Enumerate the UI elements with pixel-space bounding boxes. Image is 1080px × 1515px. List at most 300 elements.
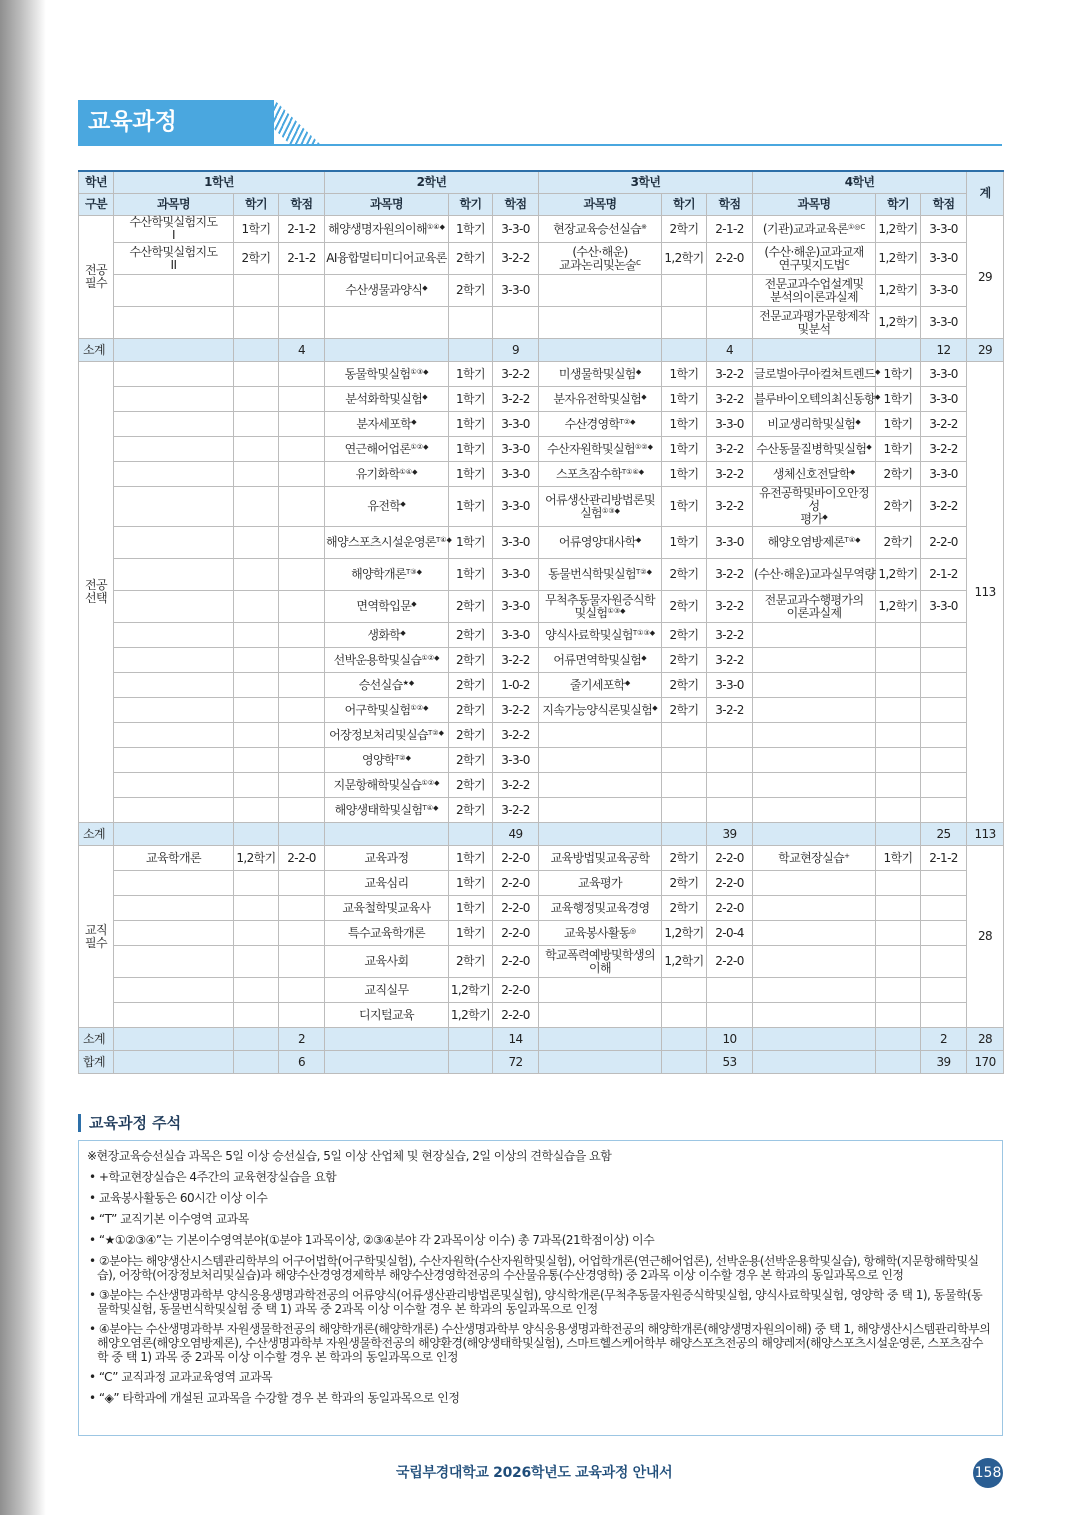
table-row bbox=[79, 896, 1004, 921]
course-credit: 3-3-0 bbox=[707, 527, 753, 559]
course-credit: 3-3-0 bbox=[493, 216, 539, 243]
note-item: • ④분야는 수산생명과학부 자원생물학전공의 해양학개론(해양학개론) 수산생명과학부 양식응용생명과학전공의 해양학개론(해양생명자원의이해) 중 택 1, 해양생산시스템관리학부의 해양오염론(해양오염방제론), 수산생명과학부 자원생물학전공의 해양환경(해양생태학및실험), 스마트헬스케어학부 해양스포츠전공의 해양레저(해양스포츠시설운영론, 스포츠잠수학 중 택 1) 과목 중 2과목 이상 이수할 경우 본 학과의 동일과목으로 인정 bbox=[89, 1322, 991, 1364]
category-total: 28 bbox=[967, 846, 1004, 1028]
course-term: 1학기 bbox=[234, 216, 279, 243]
subtotal-value: 4 bbox=[279, 339, 325, 362]
course-name: 양식사료학및실험$^{T①③◆}$ bbox=[539, 623, 662, 648]
course-mark: C bbox=[844, 258, 850, 267]
course-mark: + bbox=[844, 851, 850, 860]
note-item: • “C” 교직과정 교과교육영역 교과목 bbox=[89, 1370, 273, 1384]
course-name: 교직실무 bbox=[325, 978, 449, 1003]
column-header: 학기 bbox=[876, 194, 921, 216]
course-credit bbox=[279, 871, 325, 896]
course-term: 1,2학기 bbox=[234, 846, 279, 871]
course-term: 2학기 bbox=[449, 623, 493, 648]
course-name: 분석화학및실험◆ bbox=[325, 387, 449, 412]
note-item: • “◈” 타학과에 개설된 교과목을 수강할 경우 본 학과의 동일과목으로 인정 bbox=[89, 1391, 460, 1405]
course-term: 2학기 bbox=[449, 591, 493, 623]
course-term: 1학기 bbox=[662, 527, 707, 559]
course-name bbox=[114, 798, 234, 823]
course-credit: 2-2-0 bbox=[707, 871, 753, 896]
course-credit bbox=[279, 798, 325, 823]
course-credit bbox=[707, 723, 753, 748]
subtotal-row bbox=[79, 823, 1004, 846]
subtotal-label: 소계 bbox=[79, 339, 114, 362]
course-mark: ①④◆ bbox=[399, 467, 418, 476]
sub-empty bbox=[325, 823, 449, 846]
course-credit: 2-2-0 bbox=[707, 243, 753, 275]
course-mark: ①③◆ bbox=[602, 506, 620, 515]
course-credit: 2-1-2 bbox=[921, 846, 967, 871]
category-label: 교직 필수 bbox=[79, 846, 114, 1028]
course-name: (기관)교과교육론$^{①◎C}$ bbox=[753, 216, 876, 243]
course-name: 어류생산관리방법론및 실험①③◆ bbox=[539, 487, 662, 527]
course-name: 교육평가 bbox=[539, 871, 662, 896]
course-credit bbox=[279, 362, 325, 387]
table-row bbox=[79, 527, 1004, 559]
course-name: 교육과정 bbox=[325, 846, 449, 871]
course-credit bbox=[921, 748, 967, 773]
course-name bbox=[114, 698, 234, 723]
course-name bbox=[753, 648, 876, 673]
course-credit bbox=[921, 946, 967, 978]
course-mark: T②◆ bbox=[428, 728, 444, 737]
course-credit: 3-2-2 bbox=[707, 559, 753, 591]
column-header: 과목명 bbox=[114, 194, 234, 216]
course-credit: 2-1-2 bbox=[921, 559, 967, 591]
course-credit bbox=[279, 307, 325, 339]
year-4-header: 4학년 bbox=[753, 171, 967, 194]
course-name: 영양학$^{T②◆}$ bbox=[325, 748, 449, 773]
sub-empty bbox=[114, 339, 234, 362]
course-term: 1학기 bbox=[876, 846, 921, 871]
course-mark: ◆ bbox=[866, 442, 872, 451]
course-term bbox=[234, 591, 279, 623]
subtotal-value: 25 bbox=[921, 823, 967, 846]
course-name bbox=[753, 748, 876, 773]
course-term: 1,2학기 bbox=[662, 946, 707, 978]
course-term: 1학기 bbox=[662, 362, 707, 387]
course-mark: ◆ bbox=[400, 500, 406, 508]
course-credit bbox=[279, 1003, 325, 1028]
course-mark: ◆ bbox=[422, 284, 428, 292]
course-name: 동물번식학및실험$^{T②◆}$ bbox=[539, 559, 662, 591]
course-term bbox=[234, 921, 279, 946]
table-row bbox=[79, 978, 1004, 1003]
subtotal-value: 72 bbox=[493, 1051, 539, 1074]
course-term: 2학기 bbox=[449, 946, 493, 978]
course-name: 해양학개론$^{T③◆}$ bbox=[325, 559, 449, 591]
course-term bbox=[876, 1003, 921, 1028]
course-name bbox=[114, 673, 234, 698]
course-term: 1,2학기 bbox=[449, 978, 493, 1003]
course-credit bbox=[921, 723, 967, 748]
course-term bbox=[234, 1003, 279, 1028]
course-term: 2학기 bbox=[662, 871, 707, 896]
course-term bbox=[876, 698, 921, 723]
subtotal-value: 14 bbox=[493, 1028, 539, 1051]
year-1-header: 1학년 bbox=[114, 171, 325, 194]
course-mark: C bbox=[636, 258, 641, 267]
course-term bbox=[876, 623, 921, 648]
course-mark: T①③◆ bbox=[632, 628, 656, 637]
course-name: 생화학◆ bbox=[325, 623, 449, 648]
course-term: 2학기 bbox=[449, 773, 493, 798]
course-credit: 3-2-2 bbox=[707, 591, 753, 623]
course-credit bbox=[279, 527, 325, 559]
course-name: 승선실습★◆ bbox=[325, 673, 449, 698]
course-name bbox=[114, 623, 234, 648]
course-term: 2학기 bbox=[662, 648, 707, 673]
course-credit: 3-2-2 bbox=[921, 437, 967, 462]
course-term: 1학기 bbox=[449, 362, 493, 387]
course-term bbox=[234, 412, 279, 437]
course-term bbox=[234, 362, 279, 387]
subtotal-value: 39 bbox=[707, 823, 753, 846]
course-term bbox=[876, 773, 921, 798]
course-name: 해양오염방제론$^{T④◆}$ bbox=[753, 527, 876, 559]
column-header: 학점 bbox=[707, 194, 753, 216]
course-term: 1,2학기 bbox=[876, 307, 921, 339]
course-credit bbox=[707, 798, 753, 823]
table-row bbox=[79, 946, 1004, 978]
course-credit: 3-3-0 bbox=[493, 623, 539, 648]
sub-empty bbox=[876, 339, 921, 362]
course-mark: ①◎C bbox=[847, 222, 866, 231]
sub-empty bbox=[539, 339, 662, 362]
course-name bbox=[753, 673, 876, 698]
course-term bbox=[234, 623, 279, 648]
course-name bbox=[539, 275, 662, 307]
subtotal-value: 49 bbox=[493, 823, 539, 846]
table-row bbox=[79, 623, 1004, 648]
sub-empty bbox=[449, 1051, 493, 1074]
course-name bbox=[114, 871, 234, 896]
course-term bbox=[876, 723, 921, 748]
course-name bbox=[753, 698, 876, 723]
course-name bbox=[753, 798, 876, 823]
course-credit bbox=[921, 871, 967, 896]
course-term bbox=[234, 527, 279, 559]
course-name: 해양생태학및실험$^{T④◆}$ bbox=[325, 798, 449, 823]
course-credit: 3-2-2 bbox=[707, 437, 753, 462]
category-total: 113 bbox=[967, 362, 1004, 823]
course-credit: 3-2-2 bbox=[493, 798, 539, 823]
course-name bbox=[114, 487, 234, 527]
course-term: 1학기 bbox=[876, 412, 921, 437]
course-credit: 2-0-4 bbox=[707, 921, 753, 946]
course-name: 특수교육학개론 bbox=[325, 921, 449, 946]
course-credit bbox=[921, 648, 967, 673]
column-header: 학기 bbox=[449, 194, 493, 216]
course-name bbox=[114, 527, 234, 559]
course-term bbox=[234, 978, 279, 1003]
course-name: 어류면역학및실험◆ bbox=[539, 648, 662, 673]
sub-empty bbox=[876, 1028, 921, 1051]
course-name: 해양생명자원의이해①④◆ bbox=[325, 216, 449, 243]
course-term bbox=[876, 896, 921, 921]
course-term: 2학기 bbox=[234, 243, 279, 275]
course-mark: T②◆ bbox=[619, 417, 636, 426]
subtotal-total: 29 bbox=[967, 339, 1004, 362]
sub-empty bbox=[449, 339, 493, 362]
course-credit bbox=[707, 275, 753, 307]
course-term: 1학기 bbox=[662, 437, 707, 462]
course-name bbox=[753, 723, 876, 748]
course-term bbox=[234, 487, 279, 527]
course-term: 1학기 bbox=[449, 846, 493, 871]
subtotal-value: 39 bbox=[921, 1051, 967, 1074]
course-credit: 3-3-0 bbox=[921, 275, 967, 307]
table-row bbox=[79, 487, 1004, 527]
course-term bbox=[234, 462, 279, 487]
course-credit bbox=[279, 946, 325, 978]
sub-empty bbox=[449, 1028, 493, 1051]
course-credit: 2-2-0 bbox=[707, 946, 753, 978]
course-term: 1학기 bbox=[449, 487, 493, 527]
course-credit: 3-3-0 bbox=[493, 559, 539, 591]
course-mark: T②◆ bbox=[636, 568, 652, 576]
course-term: 2학기 bbox=[662, 673, 707, 698]
course-term: 2학기 bbox=[449, 698, 493, 723]
course-name: 분자세포학◆ bbox=[325, 412, 449, 437]
course-name bbox=[114, 437, 234, 462]
course-name bbox=[114, 307, 234, 339]
course-name bbox=[114, 1003, 234, 1028]
subtotal-value: 9 bbox=[493, 339, 539, 362]
course-credit: 3-2-2 bbox=[921, 487, 967, 527]
course-term: 1학기 bbox=[876, 362, 921, 387]
page-edge-shadow bbox=[0, 0, 46, 1515]
course-name: 현장교육승선실습※ bbox=[539, 216, 662, 243]
course-mark: T④◆ bbox=[435, 536, 452, 544]
course-term: 1학기 bbox=[876, 387, 921, 412]
table-row bbox=[79, 387, 1004, 412]
course-credit: 1-0-2 bbox=[493, 673, 539, 698]
course-term: 1학기 bbox=[449, 896, 493, 921]
note-item: • “T” 교직기본 이수영역 교과목 bbox=[89, 1212, 249, 1226]
course-mark: T④◆ bbox=[844, 536, 861, 544]
course-credit: 3-3-0 bbox=[707, 673, 753, 698]
course-term: 2학기 bbox=[449, 275, 493, 307]
sub-empty bbox=[662, 823, 707, 846]
course-credit: 3-2-2 bbox=[493, 773, 539, 798]
course-credit bbox=[921, 623, 967, 648]
course-term: 2학기 bbox=[876, 462, 921, 487]
course-credit bbox=[279, 921, 325, 946]
course-credit: 3-3-0 bbox=[707, 412, 753, 437]
course-credit: 2-2-0 bbox=[493, 978, 539, 1003]
course-term bbox=[234, 748, 279, 773]
grand-total-row bbox=[79, 1051, 1004, 1074]
sub-empty bbox=[539, 1028, 662, 1051]
subtotal-label: 소계 bbox=[79, 823, 114, 846]
course-credit: 2-2-0 bbox=[921, 527, 967, 559]
column-header: 과목명 bbox=[753, 194, 876, 216]
course-credit bbox=[707, 307, 753, 339]
table-row bbox=[79, 798, 1004, 823]
category-header: 구분 bbox=[79, 194, 114, 216]
title-underline bbox=[78, 144, 1002, 146]
course-credit bbox=[279, 896, 325, 921]
sub-empty bbox=[662, 1051, 707, 1074]
course-credit: 3-2-2 bbox=[707, 698, 753, 723]
course-term: 1,2학기 bbox=[662, 921, 707, 946]
course-credit bbox=[921, 896, 967, 921]
course-term: 1,2학기 bbox=[876, 559, 921, 591]
column-header: 학점 bbox=[493, 194, 539, 216]
course-term bbox=[876, 748, 921, 773]
course-name: 디지털교육 bbox=[325, 1003, 449, 1028]
course-term bbox=[876, 798, 921, 823]
course-name bbox=[753, 1003, 876, 1028]
course-mark: ①③◆ bbox=[607, 606, 626, 615]
course-mark: ◆ bbox=[641, 392, 647, 401]
course-name: 교육행정및교육경영 bbox=[539, 896, 662, 921]
course-name bbox=[114, 896, 234, 921]
subtotal-row bbox=[79, 339, 1004, 362]
course-term: 1학기 bbox=[662, 412, 707, 437]
course-mark: T②◆ bbox=[395, 753, 411, 762]
course-name bbox=[114, 559, 234, 591]
course-name bbox=[539, 748, 662, 773]
course-credit: 3-2-2 bbox=[921, 412, 967, 437]
course-credit bbox=[279, 748, 325, 773]
course-name bbox=[114, 412, 234, 437]
table-row bbox=[79, 921, 1004, 946]
note-first: ※현장교육승선실습 과목은 5일 이상 승선실습, 5일 이상 산업체 및 현장실습, 2일 이상의 견학실습을 요함 bbox=[87, 1149, 612, 1163]
subtotal-value: 2 bbox=[921, 1028, 967, 1051]
course-term bbox=[876, 946, 921, 978]
table-row bbox=[79, 437, 1004, 462]
course-credit: 2-1-2 bbox=[279, 243, 325, 275]
course-name: 수산학및실험지도 I bbox=[114, 216, 234, 243]
course-name: 지문항해학및실습①②◆ bbox=[325, 773, 449, 798]
course-credit: 3-3-0 bbox=[493, 412, 539, 437]
course-term bbox=[234, 896, 279, 921]
course-term: 2학기 bbox=[449, 648, 493, 673]
course-mark: ①③◆ bbox=[410, 367, 429, 376]
year-3-header: 3학년 bbox=[539, 171, 753, 194]
course-term: 2학기 bbox=[662, 216, 707, 243]
course-term: 2학기 bbox=[876, 487, 921, 527]
course-name: 교육학개론 bbox=[114, 846, 234, 871]
column-header: 학기 bbox=[234, 194, 279, 216]
course-term: 1학기 bbox=[449, 437, 493, 462]
course-credit bbox=[707, 1003, 753, 1028]
sub-empty bbox=[114, 1051, 234, 1074]
course-mark: T④◆ bbox=[422, 803, 439, 812]
course-term: 1,2학기 bbox=[876, 591, 921, 623]
course-name: 동물학및실험①③◆ bbox=[325, 362, 449, 387]
course-term: 2학기 bbox=[876, 527, 921, 559]
course-name bbox=[325, 307, 449, 339]
course-name: 전문교과수행평가의 이론과실제 bbox=[753, 591, 876, 623]
course-term bbox=[876, 978, 921, 1003]
course-name bbox=[114, 648, 234, 673]
course-mark: ◆ bbox=[874, 367, 881, 376]
course-credit bbox=[279, 723, 325, 748]
course-credit: 2-2-0 bbox=[279, 846, 325, 871]
course-credit bbox=[921, 798, 967, 823]
sub-empty bbox=[325, 339, 449, 362]
course-term bbox=[662, 773, 707, 798]
sub-empty bbox=[753, 1028, 876, 1051]
course-credit: 3-3-0 bbox=[921, 362, 967, 387]
course-credit bbox=[921, 698, 967, 723]
course-term: 1학기 bbox=[662, 462, 707, 487]
course-name: 선박운용학및실습①②◆ bbox=[325, 648, 449, 673]
page-number: 158 bbox=[973, 1458, 1003, 1488]
sub-empty bbox=[234, 823, 279, 846]
course-name: 교육봉사활동◎ bbox=[539, 921, 662, 946]
course-term: 1,2학기 bbox=[876, 275, 921, 307]
table-row bbox=[79, 871, 1004, 896]
course-term: 2학기 bbox=[662, 896, 707, 921]
course-term: 2학기 bbox=[449, 243, 493, 275]
course-name bbox=[114, 275, 234, 307]
course-term bbox=[234, 773, 279, 798]
course-name bbox=[114, 362, 234, 387]
course-name: 면역학입문◆ bbox=[325, 591, 449, 623]
subtotal-value: 4 bbox=[707, 339, 753, 362]
course-credit bbox=[279, 412, 325, 437]
course-term bbox=[449, 307, 493, 339]
course-credit: 3-2-2 bbox=[707, 648, 753, 673]
course-term: 1학기 bbox=[449, 216, 493, 243]
course-term bbox=[662, 1003, 707, 1028]
course-name: 학교현장실습+ bbox=[753, 846, 876, 871]
course-mark: ◆ bbox=[635, 536, 642, 544]
table-row bbox=[79, 412, 1004, 437]
column-header: 학점 bbox=[279, 194, 325, 216]
course-credit: 3-2-2 bbox=[493, 648, 539, 673]
course-name: 글로벌아쿠아컬쳐트렌드◆ bbox=[753, 362, 876, 387]
course-mark: ◆ bbox=[874, 392, 881, 401]
table-row bbox=[79, 591, 1004, 623]
course-credit bbox=[279, 462, 325, 487]
table-row bbox=[79, 846, 1004, 871]
course-name: (수산·해운) 교과논리및논술$^C$ bbox=[539, 243, 662, 275]
course-term bbox=[662, 978, 707, 1003]
notes-title: 교육과정 주석 bbox=[78, 1114, 181, 1132]
course-name: 수산생물과양식◆ bbox=[325, 275, 449, 307]
course-credit: 3-3-0 bbox=[493, 748, 539, 773]
course-name bbox=[114, 723, 234, 748]
course-name: 어구학및실험①②◆ bbox=[325, 698, 449, 723]
table-row bbox=[79, 216, 1004, 243]
course-term: 2학기 bbox=[662, 698, 707, 723]
course-credit: 2-2-0 bbox=[493, 871, 539, 896]
sub-empty bbox=[234, 1028, 279, 1051]
sub-empty bbox=[876, 1051, 921, 1074]
course-name bbox=[114, 978, 234, 1003]
course-term bbox=[234, 648, 279, 673]
course-name: 어류영양대사학◆ bbox=[539, 527, 662, 559]
course-name bbox=[539, 978, 662, 1003]
course-name: 교육방법및교육공학 bbox=[539, 846, 662, 871]
sub-empty bbox=[449, 823, 493, 846]
course-mark: ◆ bbox=[422, 392, 428, 401]
note-item: • ③분야는 수산생명과학부 양식응용생명과학전공의 어류양식(어류생산관리방법론및실험), 양식학개론(무척추동물자원증식학및실험, 양식사료학및실험, 영양학 중 택 1), 동물학(동물학및실험, 동물번식학및실험 중 택 1) 과목 중 2과목 이상 이수할 경우 본 학과의 동일과목으로 인정 bbox=[89, 1288, 983, 1316]
course-term: 1학기 bbox=[876, 437, 921, 462]
course-name: 비교생리학및실험◆ bbox=[753, 412, 876, 437]
course-name: 분자유전학및실험◆ bbox=[539, 387, 662, 412]
course-credit bbox=[279, 698, 325, 723]
course-credit bbox=[279, 559, 325, 591]
year-2-header: 2학년 bbox=[325, 171, 539, 194]
course-name bbox=[114, 591, 234, 623]
